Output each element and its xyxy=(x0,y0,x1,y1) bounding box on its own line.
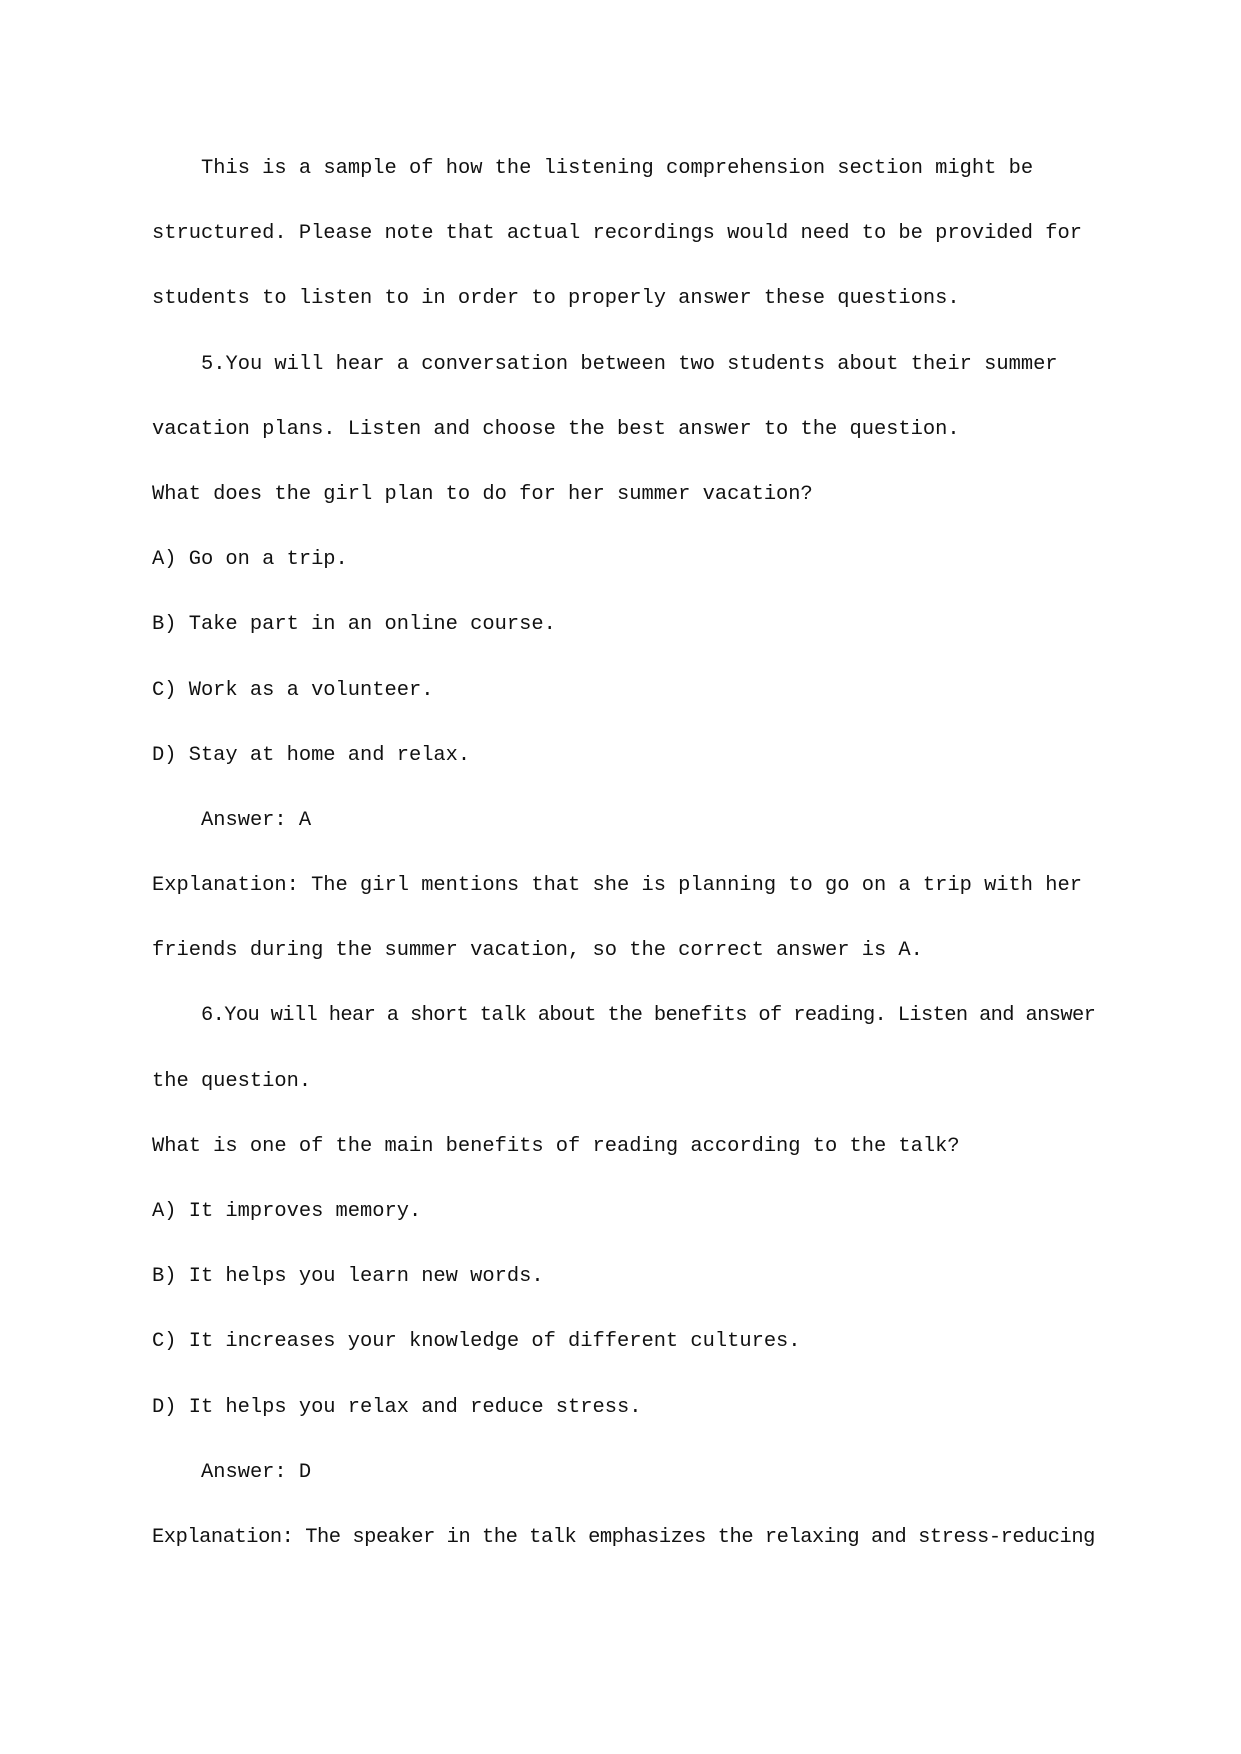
question-prompt-line: 6.You will hear a short talk about the benefits of reading. Listen and answer xyxy=(201,1004,1096,1028)
intro-paragraph xyxy=(152,136,1097,332)
answer-option-a: A) Go on a trip. xyxy=(152,548,348,572)
question-prompt-line: 5.You will hear a conversation between two students about their summer xyxy=(201,352,1058,376)
answer-option-a: A) It improves memory. xyxy=(152,1200,422,1223)
explanation-line: friends during the summer vacation, so the correct answer is A. xyxy=(152,939,923,963)
explanation-line: Explanation: The girl mentions that she is planning to go on a trip with her xyxy=(152,874,1082,898)
answer-key: Answer: D xyxy=(201,1460,312,1484)
explanation xyxy=(152,1505,1097,1570)
explanation-line: Explanation: The speaker in the talk emphasizes the relaxing and stress-reducing xyxy=(152,1525,1095,1549)
answer-option-c: C) It increases your knowledge of different cultures. xyxy=(152,1330,801,1354)
question-prompt xyxy=(152,983,1097,1113)
question-block-5 xyxy=(152,332,1097,984)
answer-options xyxy=(152,1179,1097,1440)
answer-option-b: B) Take part in an online course. xyxy=(152,613,556,637)
question-prompt xyxy=(152,332,1097,462)
explanation xyxy=(152,853,1097,983)
intro-line: students to listen to in order to properly answer these questions. xyxy=(152,287,960,311)
answer-key: Answer: A xyxy=(201,808,312,832)
answer-option-b: B) It helps you learn new words. xyxy=(152,1265,544,1289)
answer-option-c: C) Work as a volunteer. xyxy=(152,678,434,702)
answer-option-d: D) Stay at home and relax. xyxy=(152,743,471,767)
document-body xyxy=(152,136,1097,1570)
question-prompt-line: vacation plans. Listen and choose the best answer to the question. xyxy=(152,417,960,441)
answer-option-d: D) It helps you relax and reduce stress. xyxy=(152,1395,642,1419)
intro-line: This is a sample of how the listening comprehension section might be xyxy=(201,157,1034,180)
question-prompt-line: the question. xyxy=(152,1069,312,1093)
question-text: What is one of the main benefits of reading according to the talk? xyxy=(152,1134,960,1158)
intro-line: structured. Please note that actual recordings would need to be provided for xyxy=(152,222,1082,246)
answer-options xyxy=(152,527,1097,788)
question-block-6 xyxy=(152,983,1097,1570)
question-text: What does the girl plan to do for her summer vacation? xyxy=(152,482,813,506)
